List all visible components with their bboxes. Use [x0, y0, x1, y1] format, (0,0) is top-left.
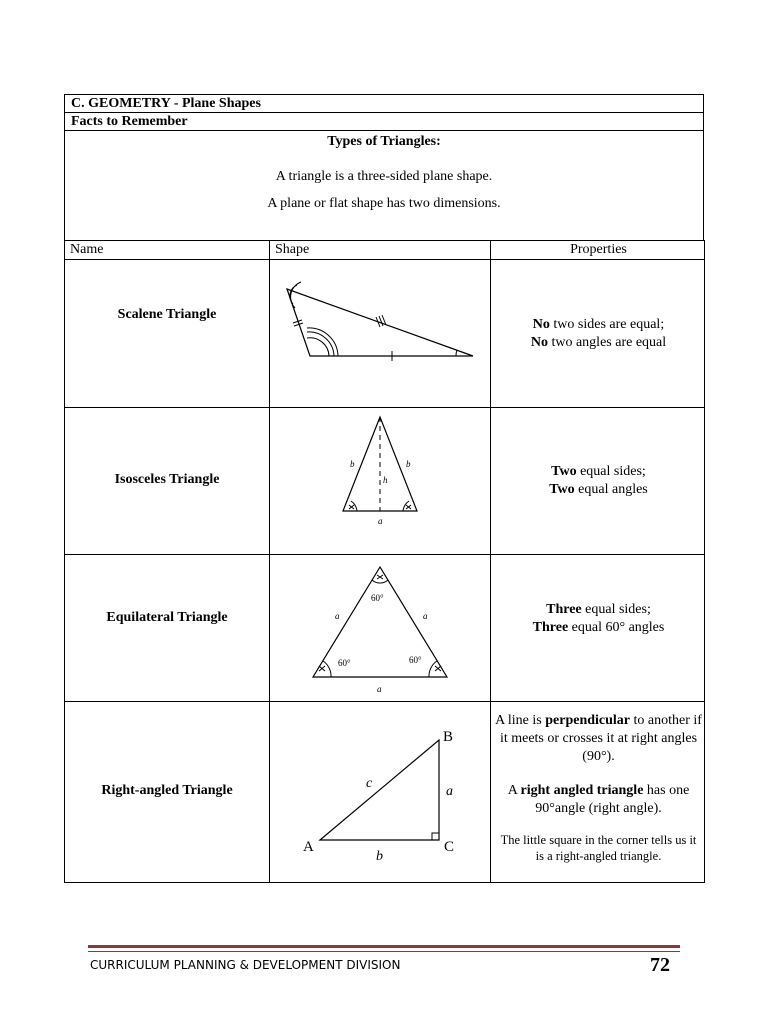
prop-text: to another if it meets or crosses it at right angles (90°).: [499, 713, 702, 764]
prop-bold: Two: [551, 464, 577, 479]
right-label-a: a: [446, 784, 453, 799]
prop-text: A: [507, 783, 521, 798]
isosceles-properties: [492, 463, 705, 499]
isosceles-label-b-right: b: [406, 459, 411, 469]
prop-text: has one 90°angle (right angle).: [535, 783, 690, 816]
right-angled-name: Right-angled Triangle: [101, 783, 233, 798]
right-prop-paragraph-3: The little square in the corner tells us it is a right-angled triangle.: [500, 833, 697, 863]
equilateral-angle-top: 60°: [371, 593, 384, 603]
intro-line-2: A plane or flat shape has two dimensions.: [267, 196, 501, 211]
column-divider: [269, 241, 270, 882]
row-divider: [65, 701, 704, 702]
prop-text: two angles are equal: [547, 335, 667, 350]
intro-box: [64, 130, 704, 241]
intro-heading: Types of Triangles:: [327, 134, 441, 149]
right-label-b: b: [376, 849, 383, 864]
isosceles-label-b-left: b: [350, 459, 355, 469]
prop-bold: No: [530, 335, 548, 350]
prop-text: A line is: [495, 713, 546, 728]
right-angled-properties: [492, 712, 705, 864]
right-label-A: A: [303, 839, 314, 855]
isosceles-triangle-diagram: [325, 411, 445, 531]
right-label-c: c: [366, 776, 373, 791]
prop-text: equal angles: [574, 482, 648, 497]
isosceles-name: Isosceles Triangle: [114, 472, 220, 487]
prop-bold: Three: [532, 620, 569, 635]
scalene-name: Scalene Triangle: [117, 307, 217, 322]
col-header-properties: Properties: [570, 242, 627, 257]
prop-text: two sides are equal;: [549, 317, 665, 332]
prop-text: equal 60° angles: [568, 620, 665, 635]
subtitle: Facts to Remember: [71, 114, 188, 129]
footer-rule-thin: [88, 951, 680, 952]
right-label-C: C: [444, 839, 455, 855]
right-label-B: B: [443, 729, 454, 745]
page-number: 72: [650, 954, 670, 976]
right-prop-paragraph-1: [492, 712, 705, 766]
prop-bold: Three: [546, 602, 582, 617]
row-divider: [65, 259, 704, 260]
right-triangle-diagram: [295, 723, 485, 868]
prop-bold: right angled triangle: [520, 783, 644, 798]
equilateral-name: Equilateral Triangle: [106, 610, 228, 625]
column-divider: [490, 241, 491, 882]
row-divider: [65, 407, 704, 408]
col-header-name: Name: [70, 242, 104, 257]
prop-bold: perpendicular: [545, 713, 631, 728]
footer-rule-thick: [88, 945, 680, 948]
prop-bold: Two: [549, 482, 575, 497]
equilateral-triangle-diagram: [305, 559, 455, 699]
equilateral-angle-left: 60°: [338, 658, 351, 668]
prop-text: equal sides;: [581, 602, 651, 617]
section-title-row: [64, 94, 704, 113]
equilateral-side-left: a: [335, 611, 340, 621]
section-title: C. GEOMETRY - Plane Shapes: [71, 96, 261, 111]
footer-division: CURRICULUM PLANNING & DEVELOPMENT DIVISION: [90, 958, 401, 972]
equilateral-angle-right: 60°: [409, 655, 422, 665]
equilateral-properties: [492, 601, 705, 637]
scalene-properties: [492, 316, 705, 352]
triangle-table: [64, 240, 705, 883]
subtitle-row: [64, 112, 704, 131]
prop-bold: No: [532, 317, 550, 332]
scalene-triangle-diagram: [275, 266, 487, 401]
right-prop-paragraph-2: [492, 782, 705, 818]
intro-line-1: A triangle is a three-sided plane shape.: [275, 169, 493, 184]
equilateral-side-bottom: a: [377, 684, 382, 694]
isosceles-label-h: h: [383, 475, 388, 485]
row-divider: [65, 554, 704, 555]
isosceles-label-a: a: [378, 516, 383, 526]
prop-text: equal sides;: [576, 464, 646, 479]
equilateral-side-right: a: [423, 611, 428, 621]
col-header-shape: Shape: [275, 242, 310, 257]
